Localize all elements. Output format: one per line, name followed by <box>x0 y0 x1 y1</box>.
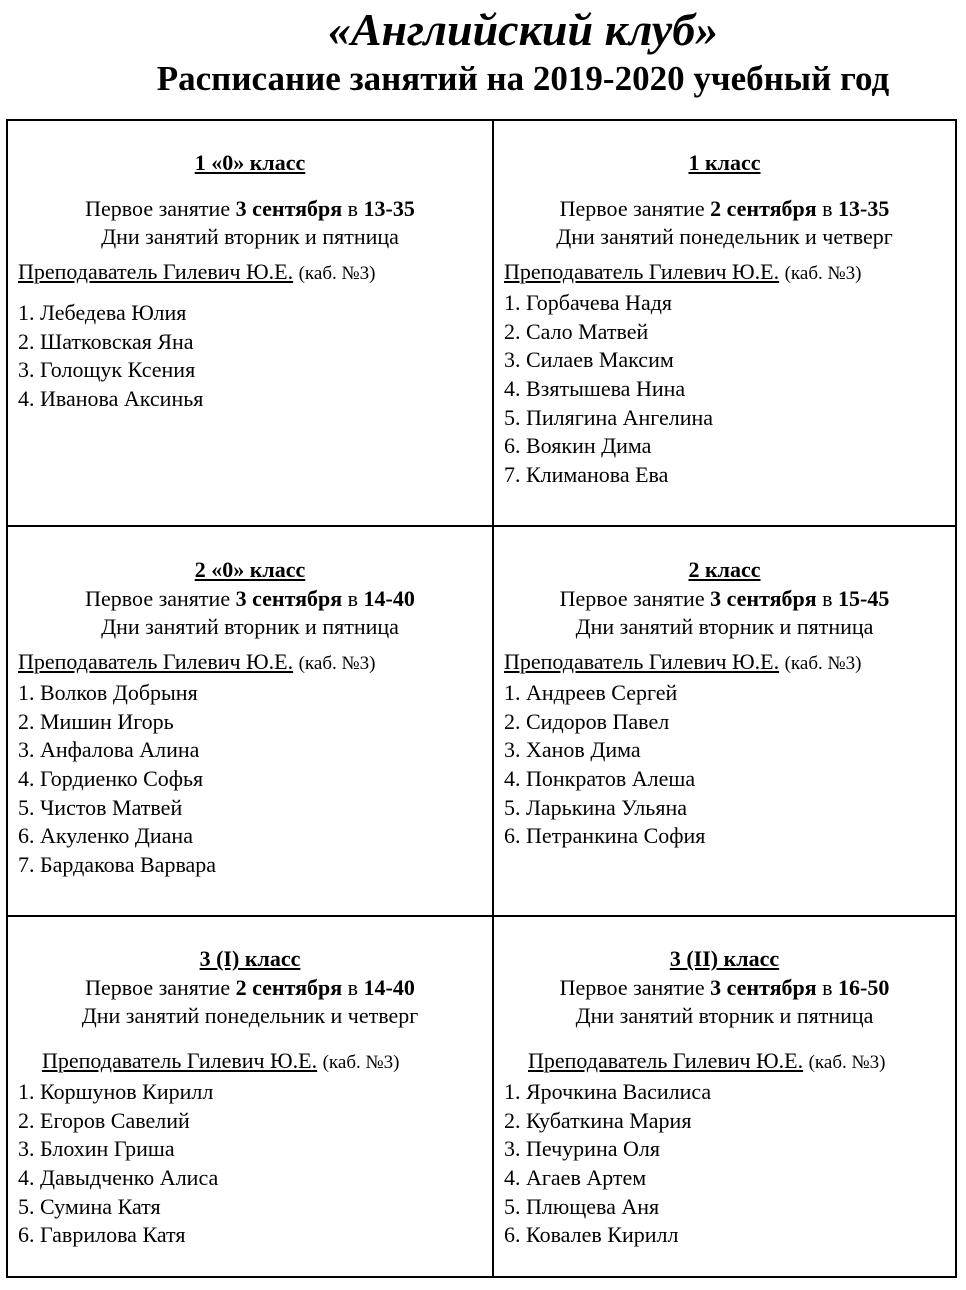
lesson-days: Дни занятий понедельник и четверг <box>81 1003 419 1029</box>
first-lesson-time: 13-35 <box>838 195 890 221</box>
first-lesson-prefix: Первое занятие <box>559 195 705 221</box>
student-item: 5. Ларькина Ульяна <box>504 794 687 820</box>
student-item: 3. Анфалова Алина <box>18 737 200 763</box>
student-item: 2. Мишин Игорь <box>18 708 174 734</box>
student-item: 2. Шатковская Яна <box>18 328 194 354</box>
teacher-line <box>18 258 482 289</box>
first-lesson-prefix: Первое занятие <box>559 585 705 611</box>
student-item: 1. Горбачева Надя <box>504 289 673 315</box>
teacher-line <box>504 648 945 679</box>
first-lesson-date: 3 сентября <box>710 585 817 611</box>
student-item: 1. Коршунов Кирилл <box>18 1078 214 1104</box>
first-lesson-prefix: Первое занятие <box>85 195 231 221</box>
student-item: 4. Иванова Аксинья <box>18 385 204 411</box>
first-lesson-prefix: Первое занятие <box>85 974 231 1000</box>
first-lesson-line <box>504 195 945 224</box>
student-item: 4. Агаев Артем <box>504 1164 647 1190</box>
first-lesson-line <box>18 974 482 1003</box>
student-item: 6. Гаврилова Катя <box>18 1222 186 1248</box>
class-title: 1 класс <box>688 150 761 175</box>
student-item: 1. Андреев Сергей <box>504 679 678 705</box>
first-lesson-in: в <box>822 195 833 221</box>
student-item: 2. Кубаткина Мария <box>504 1107 692 1133</box>
class-title: 3 (II) класс <box>669 946 780 971</box>
schedule-table <box>6 119 957 1278</box>
student-item: 2. Сало Матвей <box>504 318 649 344</box>
first-lesson-date: 3 сентября <box>235 195 343 221</box>
room-number: (каб. №3) <box>784 263 862 285</box>
student-item: 7. Климанова Ева <box>504 462 669 488</box>
student-list <box>18 679 482 880</box>
first-lesson-time: 14-40 <box>363 974 415 1000</box>
first-lesson-date: 3 сентября <box>235 585 343 611</box>
student-item: 5. Сумина Катя <box>18 1193 161 1219</box>
lesson-days: Дни занятий вторник и пятница <box>101 614 399 640</box>
student-item: 2. Егоров Савелий <box>18 1107 190 1133</box>
student-item: 1. Лебедева Юлия <box>18 299 187 325</box>
first-lesson-time: 14-40 <box>363 585 415 611</box>
student-item: 6. Акуленко Диана <box>18 823 193 849</box>
lesson-days: Дни занятий вторник и пятница <box>575 1003 874 1029</box>
student-item: 3. Голощук Ксения <box>18 357 196 383</box>
class-title: 3 (I) класс <box>199 946 301 971</box>
first-lesson-time: 16-50 <box>838 974 890 1000</box>
student-list <box>18 1078 482 1250</box>
first-lesson-line <box>504 974 945 1003</box>
teacher-name: Преподаватель Гилевич Ю.Е. <box>42 1048 318 1074</box>
teacher-line <box>18 1047 482 1078</box>
student-item: 5. Пилягина Ангелина <box>504 404 714 430</box>
teacher-name: Преподаватель Гилевич Ю.Е. <box>504 259 780 285</box>
lesson-days: Дни занятий вторник и пятница <box>575 614 874 640</box>
page-title: «Английский клуб» <box>327 4 719 55</box>
student-item: 4. Взятышева Нина <box>504 375 686 401</box>
teacher-name: Преподаватель Гилевич Ю.Е. <box>18 259 294 285</box>
first-lesson-in: в <box>822 585 833 611</box>
first-lesson-time: 13-35 <box>363 195 415 221</box>
first-lesson-line <box>18 585 482 614</box>
teacher-line <box>18 648 482 679</box>
student-item: 3. Ханов Дима <box>504 737 641 763</box>
student-item: 6. Петранкина София <box>504 823 706 849</box>
student-item: 5. Чистов Матвей <box>18 794 183 820</box>
class-cell <box>8 917 494 1276</box>
first-lesson-in: в <box>347 585 359 611</box>
class-title: 1 «0» класс <box>194 150 306 175</box>
first-lesson-date: 3 сентября <box>710 974 817 1000</box>
student-item: 3. Печурина Оля <box>504 1136 660 1162</box>
room-number: (каб. №3) <box>784 653 862 675</box>
student-item: 4. Гордиенко Софья <box>18 765 204 791</box>
teacher-name: Преподаватель Гилевич Ю.Е. <box>18 649 294 675</box>
class-title: 2 класс <box>688 557 761 582</box>
class-cell <box>8 527 494 917</box>
first-lesson-in: в <box>347 974 359 1000</box>
first-lesson-in: в <box>822 974 833 1000</box>
room-number: (каб. №3) <box>298 263 376 285</box>
student-item: 3. Силаев Максим <box>504 347 674 373</box>
student-list <box>18 299 482 414</box>
student-list <box>504 1078 945 1250</box>
student-item: 4. Понкратов Алеша <box>504 765 696 791</box>
student-item: 2. Сидоров Павел <box>504 708 670 734</box>
class-cell <box>494 527 955 917</box>
class-title: 2 «0» класс <box>194 557 306 582</box>
teacher-line <box>504 258 945 289</box>
lesson-days: Дни занятий понедельник и четверг <box>556 224 893 250</box>
first-lesson-time: 15-45 <box>838 585 890 611</box>
student-item: 1. Ярочкина Василиса <box>504 1078 712 1104</box>
class-cell <box>8 121 494 527</box>
student-item: 6. Воякин Дима <box>504 433 652 459</box>
teacher-name: Преподаватель Гилевич Ю.Е. <box>528 1048 804 1074</box>
lesson-days: Дни занятий вторник и пятница <box>101 224 399 250</box>
student-item: 3. Блохин Гриша <box>18 1136 175 1162</box>
student-list <box>504 289 945 490</box>
student-item: 6. Ковалев Кирилл <box>504 1222 679 1248</box>
room-number: (каб. №3) <box>298 653 376 675</box>
class-cell <box>494 917 955 1276</box>
student-item: 4. Давыдченко Алиса <box>18 1164 219 1190</box>
teacher-name: Преподаватель Гилевич Ю.Е. <box>504 649 780 675</box>
student-list <box>504 679 945 851</box>
student-item: 7. Бардакова Варвара <box>18 852 217 878</box>
teacher-line <box>504 1047 945 1078</box>
first-lesson-line <box>504 585 945 614</box>
student-item: 5. Плющева Аня <box>504 1193 660 1219</box>
page-subtitle: Расписание занятий на 2019-2020 учебный год <box>156 59 890 98</box>
room-number: (каб. №3) <box>808 1052 886 1074</box>
first-lesson-prefix: Первое занятие <box>85 585 231 611</box>
first-lesson-date: 2 сентября <box>235 974 343 1000</box>
first-lesson-in: в <box>347 195 359 221</box>
first-lesson-line <box>18 195 482 224</box>
class-cell <box>494 121 955 527</box>
student-item: 1. Волков Добрыня <box>18 679 198 705</box>
room-number: (каб. №3) <box>322 1052 400 1074</box>
first-lesson-prefix: Первое занятие <box>559 974 705 1000</box>
first-lesson-date: 2 сентября <box>710 195 817 221</box>
